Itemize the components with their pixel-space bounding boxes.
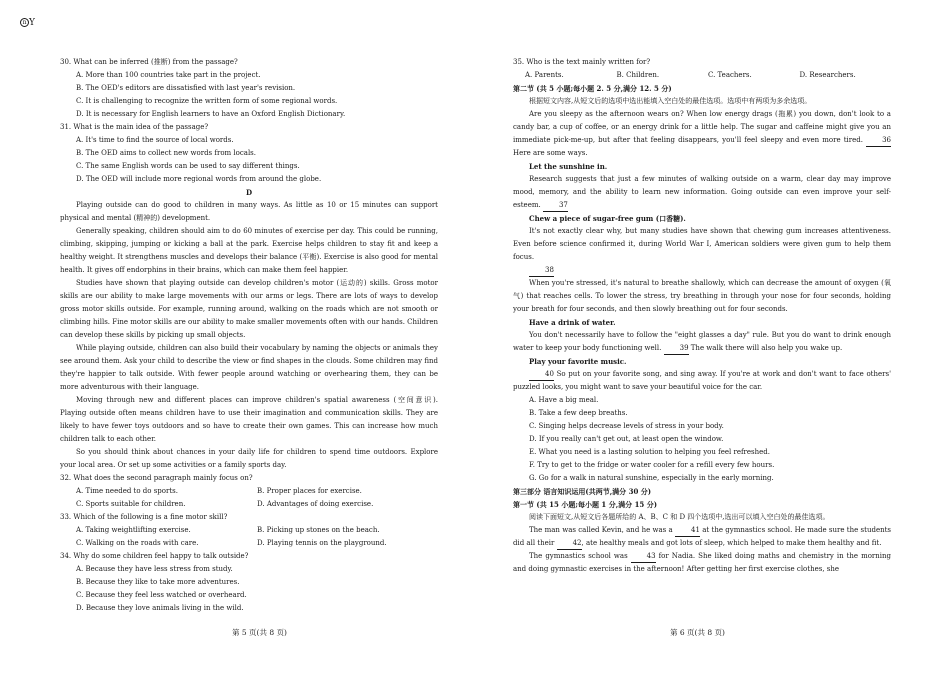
subheading-music: Play your favorite music. (529, 357, 627, 366)
blank-43: 43 (631, 551, 656, 563)
paragraph-text: You don't necessarily have to follow the "eight glasses a day" rule. But you do want to drink enough water to keep your body functioning well. (513, 331, 891, 352)
choice-d: D. If you really can't get out, at least open the window. (529, 435, 724, 443)
section-2-title: 第二节 (共 5 小题;每小题 2. 5 分,满分 12. 5 分) (513, 84, 672, 93)
blank-36: 36 (866, 135, 891, 147)
q32-option-d: D. Advantages of doing exercise. (257, 500, 374, 508)
q33-option-a: A. Taking weightlifting exercise. (76, 526, 191, 534)
seven-choose-five-paragraph (513, 368, 891, 394)
page-5-footer: 第 5 页(共 8 页) (232, 628, 287, 637)
q33-stem: 33. Which of the following is a fine motor skill? (60, 513, 228, 521)
q32-option-a: A. Time needed to do sports. (76, 487, 178, 495)
paragraph-text: The walk there will also help you wake up. (690, 344, 843, 352)
paragraph-text: So put on your favorite song, and sing away. If you're at work and don't want to face others' puzzled looks, you might want to save your beautiful voice for the car. (513, 370, 892, 391)
passage-d-paragraph: Playing outside can do good to children in many ways. As little as 10 or 15 minutes can support physical and mental (精神的) development. (60, 201, 438, 222)
part-3-instructions: 阅读下面短文,从短文后各题所给的 A、B、C 和 D 四个选项中,选出可以填入空白处的最佳选项。 (529, 513, 830, 521)
q35-options-row (513, 69, 891, 82)
q33-options-row (60, 537, 438, 550)
blank-40: 40 (529, 369, 554, 381)
cloze-paragraph (513, 524, 891, 550)
paragraph-text: for Nadia. She liked doing maths and chemistry in the morning and doing gymnastic exercises in the afternoon! After getting her first exercise clothes, she (513, 552, 891, 573)
q30-option-c: C. It is challenging to recognize the written form of some regional words. (76, 97, 338, 105)
blank-38-line (513, 264, 891, 277)
seven-choose-five-paragraph (513, 108, 891, 160)
q32-option-b: B. Proper places for exercise. (257, 487, 362, 495)
circle-mark-icon: n (20, 18, 29, 27)
passage-d-paragraph: While playing outside, children can also build their vocabulary by naming the objects or animals they see around them. Ask your child to describe the view or find shapes in the clouds. Some children may find they're happier to talk outside. With fewer people around watching or overhearing them, they can be more adventurous with their language. (60, 344, 438, 391)
choice-b: B. Take a few deep breaths. (529, 409, 628, 417)
paragraph-text: Here are some ways. (513, 149, 588, 157)
passage-d-paragraph: Moving through new and different places can improve children's spatial awareness (空间意识). Playing outside often means children have to use their imagination and communication skills. They are likely to have fewer toys outdoors and so have to create their own games. This can increase how much children talk to each other. (60, 396, 438, 443)
q34-stem: 34. Why do some children feel happy to talk outside? (60, 552, 249, 560)
seven-choose-five-paragraph: When you're stressed, it's natural to breathe shallowly, which can decrease the amount of oxygen (氧气) that reaches cells. To lower the stress, try breathing in through your nose for four seconds, holding your breath for four seconds, and then slowly breathing out for four seconds. (513, 279, 891, 313)
page-5-column (60, 56, 438, 615)
paragraph-text: The gymnastics school was (529, 552, 628, 560)
q33-options-row (60, 524, 438, 537)
subheading-sunshine: Let the sunshine in. (529, 162, 608, 171)
q35-option-a: A. Parents. (525, 71, 564, 79)
cloze-paragraph (513, 550, 891, 576)
blank-38: 38 (529, 265, 554, 277)
q35-option-c: C. Teachers. (708, 71, 752, 79)
paragraph-text: Research suggests that just a few minutes of walking outside on a warm, clear day may improve mood, memory, and the ability to learn new information. Going outside can even improve your self-esteem. (513, 175, 891, 209)
choice-e: E. What you need is a lasting solution to helping you feel refreshed. (529, 448, 770, 456)
q34-option-c: C. Because they feel less watched or overheard. (76, 591, 247, 599)
q33-option-c: C. Walking on the roads with care. (76, 539, 199, 547)
q32-stem: 32. What does the second paragraph mainly focus on? (60, 474, 253, 482)
choice-g: G. Go for a walk in natural sunshine, especially in the early morning. (529, 474, 774, 482)
q32-option-c: C. Sports suitable for children. (76, 500, 186, 508)
q32-options-row (60, 485, 438, 498)
q31-option-c: C. The same English words can be used to say different things. (76, 162, 300, 170)
paragraph-text: , ate healthy meals and got lots of sleep, which helped to make them healthy and fit. (581, 539, 882, 547)
passage-d-paragraph: So you should think about chances in your daily life for children to spend time outdoors. Explore your local area. Or set up some activities or a family sports day. (60, 448, 438, 469)
blank-39: 39 (664, 343, 689, 355)
seven-choose-five-paragraph (513, 329, 891, 355)
q31-option-b: B. The OED aims to collect new words from locals. (76, 149, 256, 157)
q35-option-b: B. Children. (616, 71, 660, 79)
page-6-footer: 第 6 页(共 8 页) (670, 628, 725, 637)
q31-stem: 31. What is the main idea of the passage? (60, 123, 209, 131)
q33-option-b: B. Picking up stones on the beach. (257, 526, 380, 534)
subheading-gum: Chew a piece of sugar-free gum (口香糖). (529, 214, 686, 223)
part-3-section-1-title: 第一节 (共 15 小题;每小题 1 分,满分 15 分) (513, 500, 658, 509)
page-6-column (513, 56, 891, 576)
q30-option-a: A. More than 100 countries take part in the project. (76, 71, 261, 79)
corner-mark (20, 18, 35, 28)
passage-d-paragraph: Studies have shown that playing outside can develop children's motor (运动的) skills. Gross motor skills are our ability to make large movements with our arms or legs. There are lots of ways to develop gross motor skills outside. For example, running around, walking on the roads which are not smooth or climbing hills. Fine motor skills are our ability to make smaller movements often with our hands. Children can develop these skills by picking up small objects. (60, 279, 438, 339)
paragraph-text: Are you sleepy as the afternoon wears on? When low energy drags (拖累) you down, don't look to a candy bar, a cup of coffee, or an energy drink for a little help. The sugar and caffeine might give you an immediate pick-me-up, but after that feeling disappears, you'll feel sleepy and even more tired. (513, 110, 891, 144)
subheading-water: Have a drink of water. (529, 318, 616, 327)
section-2-instructions: 根据短文内容,从短文后的选项中选出能填入空白处的最佳选项。选项中有两项为多余选项。 (529, 97, 812, 105)
q34-option-b: B. Because they like to take more adventures. (76, 578, 240, 586)
q30-option-b: B. The OED's editors are dissatisfied with last year's revision. (76, 84, 296, 92)
blank-41: 41 (675, 525, 700, 537)
seven-choose-five-paragraph (513, 173, 891, 212)
section-d-heading: D (245, 188, 253, 197)
blank-37: 37 (543, 200, 568, 212)
q31-option-a: A. It's time to find the source of local words. (76, 136, 234, 144)
q30-stem: 30. What can be inferred (推断) from the passage? (60, 58, 238, 66)
q30-option-d: D. It is necessary for English learners to have an Oxford English Dictionary. (76, 110, 346, 118)
seven-choose-five-paragraph: It's not exactly clear why, but many studies have shown that chewing gum increases attentiveness. Even before science confirmed it, during World War I, American soldiers were given gum to help them focus. (513, 227, 891, 261)
q35-option-d: D. Researchers. (799, 71, 856, 79)
blank-42: 42 (557, 538, 582, 550)
q32-options-row (60, 498, 438, 511)
paragraph-text: at the gymnastics school. He made sure the students did all their (513, 526, 891, 547)
q34-option-a: A. Because they have less stress from study. (76, 565, 233, 573)
q35-stem: 35. Who is the text mainly written for? (513, 58, 651, 66)
q34-option-d: D. Because they love animals living in the wild. (76, 604, 244, 612)
choice-a: A. Have a big meal. (529, 396, 599, 404)
q31-option-d: D. The OED will include more regional words from around the globe. (76, 175, 322, 183)
choice-f: F. Try to get to the fridge or water cooler for a refill every few hours. (529, 461, 775, 469)
part-3-title: 第三部分 语言知识运用(共两节,满分 30 分) (513, 487, 652, 496)
passage-d-paragraph: Generally speaking, children should aim to do 60 minutes of exercise per day. This could be running, climbing, skipping, jumping or kicking a ball at the park. Exercise helps children to stay fit and keep a healthy weight. It strengthens muscles and develops their balance (平衡). Exercise is also good for mental health. It gives off endorphins in their brains, which can make them feel happier. (60, 227, 438, 274)
q33-option-d: D. Playing tennis on the playground. (257, 539, 387, 547)
choice-c: C. Singing helps decrease levels of stress in your body. (529, 422, 724, 430)
paragraph-text: The man was called Kevin, and he was a (529, 526, 673, 534)
corner-letter: Y (29, 18, 35, 28)
